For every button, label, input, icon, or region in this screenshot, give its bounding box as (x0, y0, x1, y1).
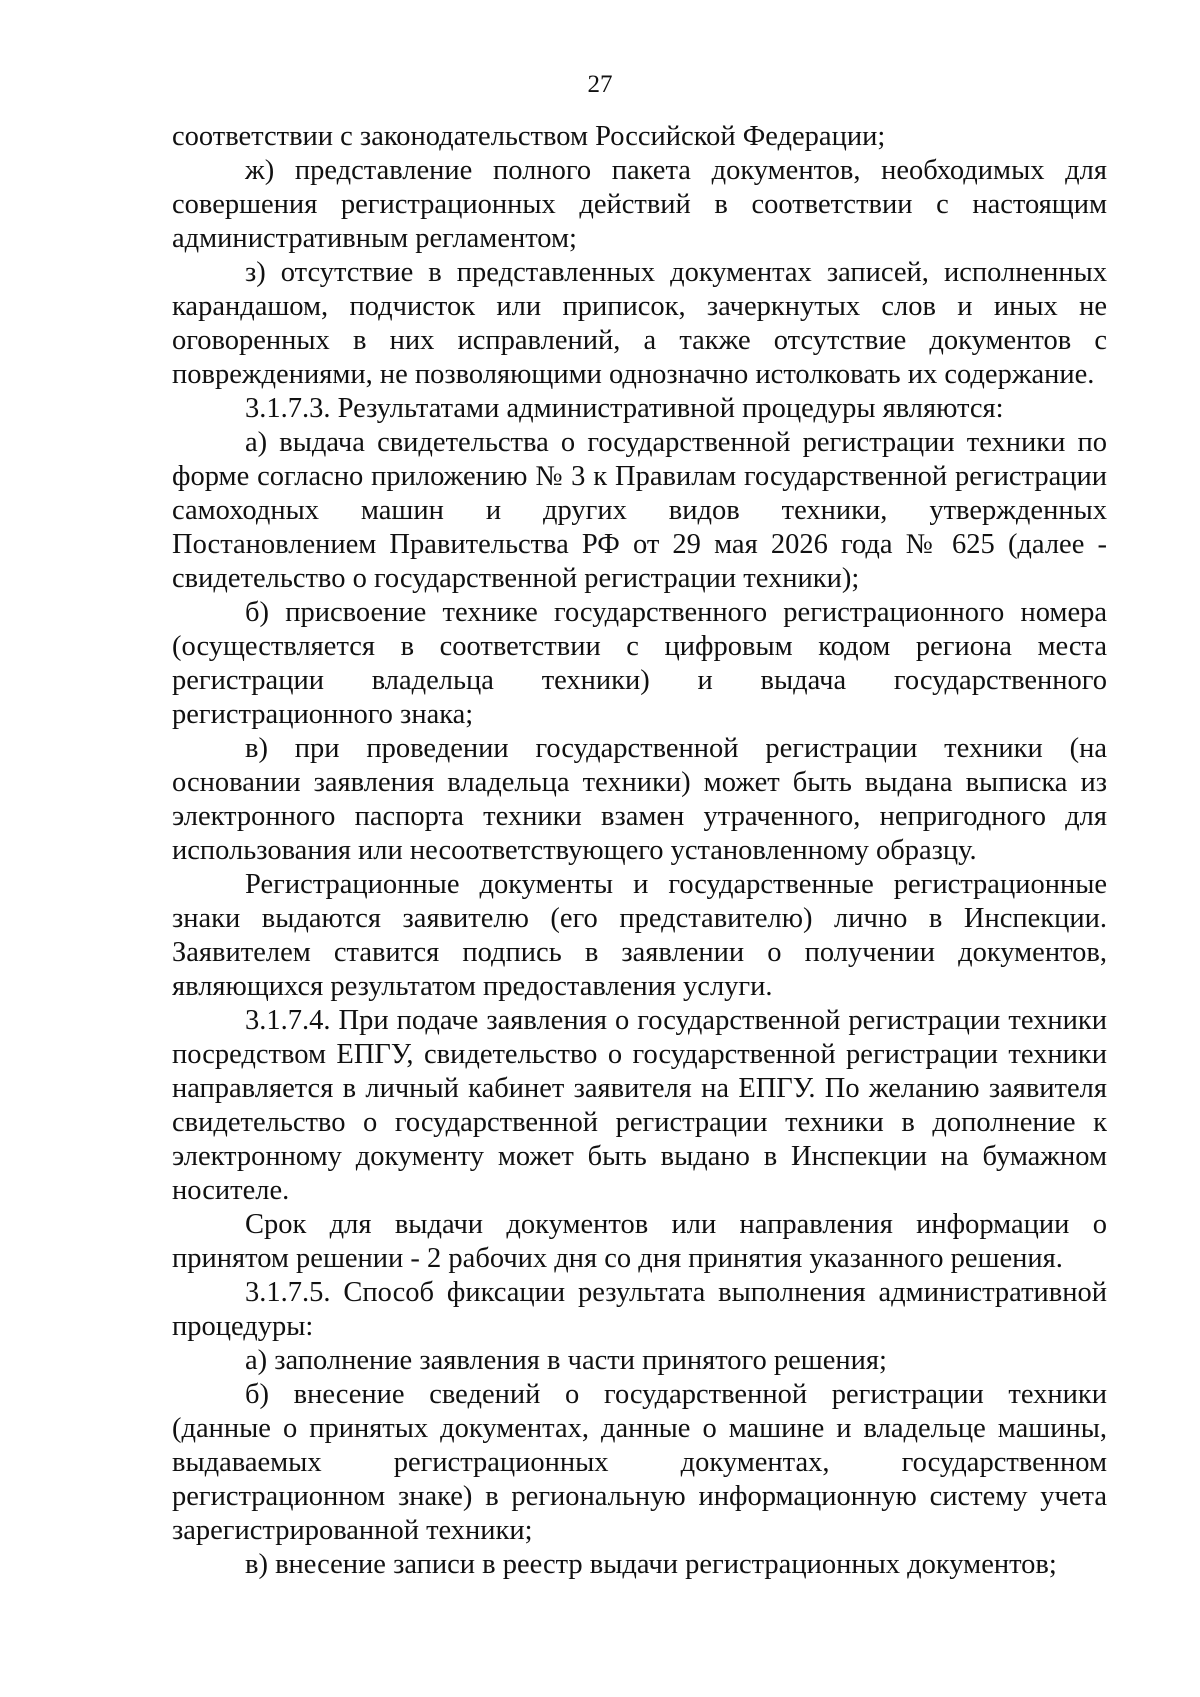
section-3-1-7-4: 3.1.7.4. При подаче заявления о государственной регистрации техники посредством ЕПГУ, свидетельство о государственной регистрации техники направляется в личный кабинет заявителя на ЕПГУ. По желанию заявителя свидетельство о государственной регистрации техники в дополнение к электронному документу может быть выдано в Инспекции на бумажном носителе. (172, 1005, 1107, 1206)
page-number: 27 (587, 71, 613, 98)
paragraph-fix-item-a: а) заполнение заявления в части принятого решения; (245, 1345, 887, 1376)
section-heading-3-1-7-3: 3.1.7.3. Результатами административной процедуры являются: (245, 393, 1004, 424)
paragraph-registration-documents: Регистрационные документы и государственные регистрационные знаки выдаются заявителю (его представителю) лично в Инспекции. Заявителем ставится подпись в заявлении о получении документов, являющихся результатом предоставления услуги. (172, 869, 1107, 1002)
paragraph-item-v: в) при проведении государственной регистрации техники (на основании заявления владельца техники) может быть выдана выписка из электронного паспорта техники взамен утраченного, непригодного для использования или несоответствующего установленному образцу. (172, 733, 1107, 866)
paragraph-item-z: з) отсутствие в представленных документах записей, исполненных карандашом, подчисток или приписок, зачеркнутых слов и иных не оговоренных в них исправлений, а также отсутствие документов с повреждениями, не позволяющими однозначно истолковать их содержание. (172, 257, 1107, 390)
paragraph-item-zh: ж) представление полного пакета документов, необходимых для совершения регистрационных действий в соответствии с настоящим административным регламентом; (172, 155, 1107, 254)
paragraph-fix-item-b: б) внесение сведений о государственной регистрации техники (данные о принятых документах, данные о машине и владельце машины, выдаваемых регистрационных документах, государственном регистрационном знаке) в региональную информационную систему учета зарегистрированной техники; (172, 1379, 1107, 1546)
document-body (172, 120, 1107, 1582)
paragraph-continuation: соответствии с законодательством Российской Федерации; (172, 121, 886, 152)
paragraph-term: Срок для выдачи документов или направления информации о принятом решении - 2 рабочих дня со дня принятия указанного решения. (172, 1209, 1107, 1274)
paragraph-item-b: б) присвоение технике государственного регистрационного номера (осуществляется в соответствии с цифровым кодом региона места регистрации владельца техники) и выдача государственного регистрационного знака; (172, 597, 1107, 730)
paragraph-fix-item-v: в) внесение записи в реестр выдачи регистрационных документов; (245, 1549, 1057, 1580)
section-heading-3-1-7-5: 3.1.7.5. Способ фиксации результата выполнения административной процедуры: (172, 1277, 1107, 1342)
paragraph-item-a: а) выдача свидетельства о государственной регистрации техники по форме согласно приложению № 3 к Правилам государственной регистрации самоходных машин и других видов техники, утвержденных Постановлением Правительства РФ от 29 мая 2026 года № 625 (далее - свидетельство о государственной регистрации техники); (172, 427, 1107, 594)
